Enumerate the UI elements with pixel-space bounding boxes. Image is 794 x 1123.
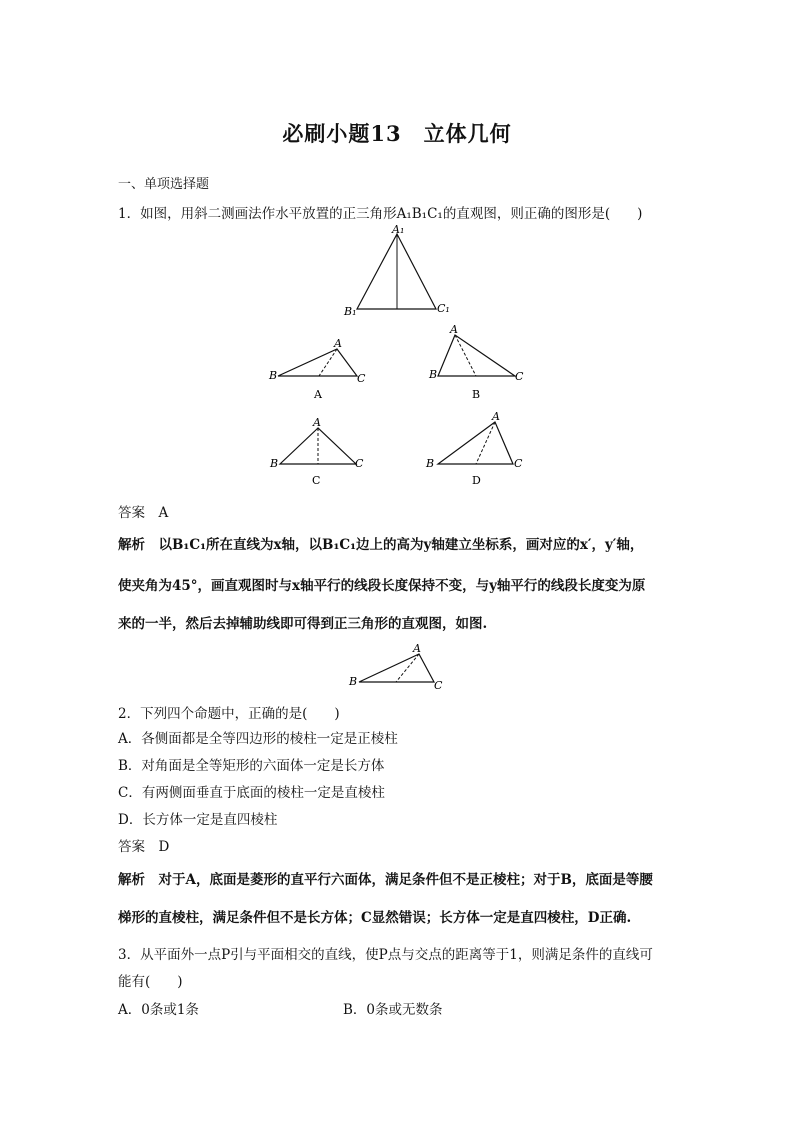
label-b1: B₁ [344,305,357,318]
q3-option-b: B．0条或无数条 [343,1002,443,1018]
figure-equilateral-triangle [343,223,450,318]
svg-text:C: C [355,457,364,470]
svg-text:B: B [349,675,358,688]
svg-text:A: A [334,337,342,350]
q2-option-a: A．各侧面都是全等四边形的棱柱一定是正棱柱 [118,731,398,747]
option-a-caption: A [314,388,322,401]
figure-option-c [269,416,364,487]
figure-option-a [268,337,366,401]
q1-solution-line-2: 使夹角为45°，画直观图时与x轴平行的线段长度保持不变，与y轴平行的线段长度变为原 [118,578,646,594]
question-3-stem-line-1: 3．从平面外一点P引与平面相交的直线，使P点与交点的距离等于1，则满足条件的直线可 [118,947,653,963]
q2-solution-line-2: 梯形的直棱柱，满足条件但不是长方体；C显然错误；长方体一定是直四棱柱，D正确. [118,910,632,926]
label-a1: A₁ [392,223,405,236]
q2-option-d: D．长方体一定是直四棱柱 [118,812,278,828]
svg-text:B: B [429,368,438,381]
page-title: 必刷小题13 立体几何 [282,121,512,146]
svg-text:C: C [515,370,524,383]
question-2-stem: 2．下列四个命题中，正确的是( ) [118,706,340,722]
svg-text:C: C [357,372,366,385]
svg-text:A: A [413,642,421,655]
figure-option-b [428,323,524,401]
option-c-caption: C [312,474,321,487]
q2-answer: 答案 D [118,839,170,855]
q1-solution-line-1: 解析 以B₁C₁所在直线为x轴，以B₁C₁边上的高为y轴建立坐标系，画对应的x′，y′轴， [118,537,644,553]
figure-solution [348,642,443,692]
label-c1: C₁ [437,302,450,315]
question-3-stem-line-2: 能有( ) [118,974,183,990]
q1-answer: 答案 A [118,505,169,521]
option-d-caption: D [472,474,481,487]
section-heading: 一、单项选择题 [118,177,210,192]
svg-text:C: C [434,679,443,692]
svg-text:A: A [492,410,500,423]
svg-text:B: B [270,457,279,470]
q3-option-a: A．0条或1条 [118,1002,199,1018]
svg-text:A: A [313,416,321,429]
svg-text:B: B [269,369,278,382]
figure-option-d [425,410,523,487]
q2-option-b: B．对角面是全等矩形的六面体一定是长方体 [118,758,385,774]
svg-text:C: C [514,457,523,470]
q2-solution-line-1: 解析 对于A，底面是菱形的直平行六面体，满足条件但不是正棱柱；对于B，底面是等腰 [118,872,653,888]
option-b-caption: B [472,388,481,401]
q1-solution-line-3: 来的一半，然后去掉辅助线即可得到正三角形的直观图，如图. [118,616,488,632]
q2-option-c: C．有两侧面垂直于底面的棱柱一定是直棱柱 [118,785,385,801]
svg-text:B: B [426,457,435,470]
svg-text:A: A [450,323,458,336]
question-1-stem: 1．如图，用斜二测画法作水平放置的正三角形A₁B₁C₁的直观图，则正确的图形是( ) [118,206,643,222]
